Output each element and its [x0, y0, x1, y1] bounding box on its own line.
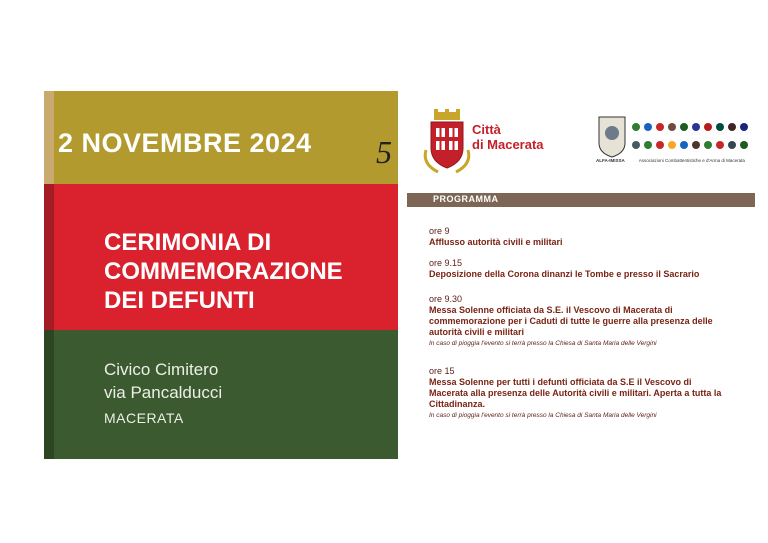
venue-address: via Pancalducci [104, 383, 223, 402]
ceremony-title [104, 228, 343, 315]
program-item [429, 366, 729, 419]
program-item [429, 294, 729, 347]
event-description: Messa Solenne per tutti i defunti officiata da S.E il Vescovo di Macerata alla presenza delle Autorità civili e militari. Aperta a tutta la Cittadinanza. [429, 377, 722, 409]
city-name: Città di Macerata [472, 122, 544, 152]
date-text: 2 NOVEMBRE 202 [58, 128, 297, 158]
handwritten-correction: 5 [376, 134, 393, 170]
program-item [429, 226, 749, 248]
event-date [58, 128, 393, 170]
event-description: Messa Solenne officiata da S.E. il Vescovo di Macerata di commemorazione per i Caduti di tutte le guerre alla presenza delle autorità civili e militari [429, 305, 713, 337]
logos-caption: ALFA-IMISSA Associazioni Combattentistiche e d'Arma di Macerata [596, 158, 745, 163]
event-time: ore 9 [429, 226, 450, 236]
program-item [429, 258, 759, 280]
title-line: COMMEMORAZIONE [104, 258, 343, 285]
title-line: CERIMONIA DI [104, 229, 272, 256]
venue-name: Civico Cimitero [104, 360, 219, 379]
venue [104, 358, 222, 404]
event-description: Afflusso autorità civili e militari [429, 237, 563, 247]
event-time: ore 15 [429, 366, 455, 376]
rain-note: In caso di pioggia l'evento si terrà presso la Chiesa di Santa Maria delle Vergini [429, 340, 657, 347]
event-time: ore 9.15 [429, 258, 463, 268]
title-line: DEI DEFUNTI [104, 287, 255, 314]
date-digit: 4 [296, 128, 312, 158]
venue-city: MACERATA [104, 410, 184, 426]
event-time: ore 9.30 [429, 294, 463, 304]
event-description: Deposizione della Corona dinanzi le Tombe e presso il Sacrario [429, 269, 700, 279]
rain-note: In caso di pioggia l'evento si terrà presso la Chiesa di Santa Maria delle Vergini [429, 412, 657, 419]
program-label: PROGRAMMA [433, 194, 499, 204]
macerata-crest-icon [418, 108, 476, 176]
